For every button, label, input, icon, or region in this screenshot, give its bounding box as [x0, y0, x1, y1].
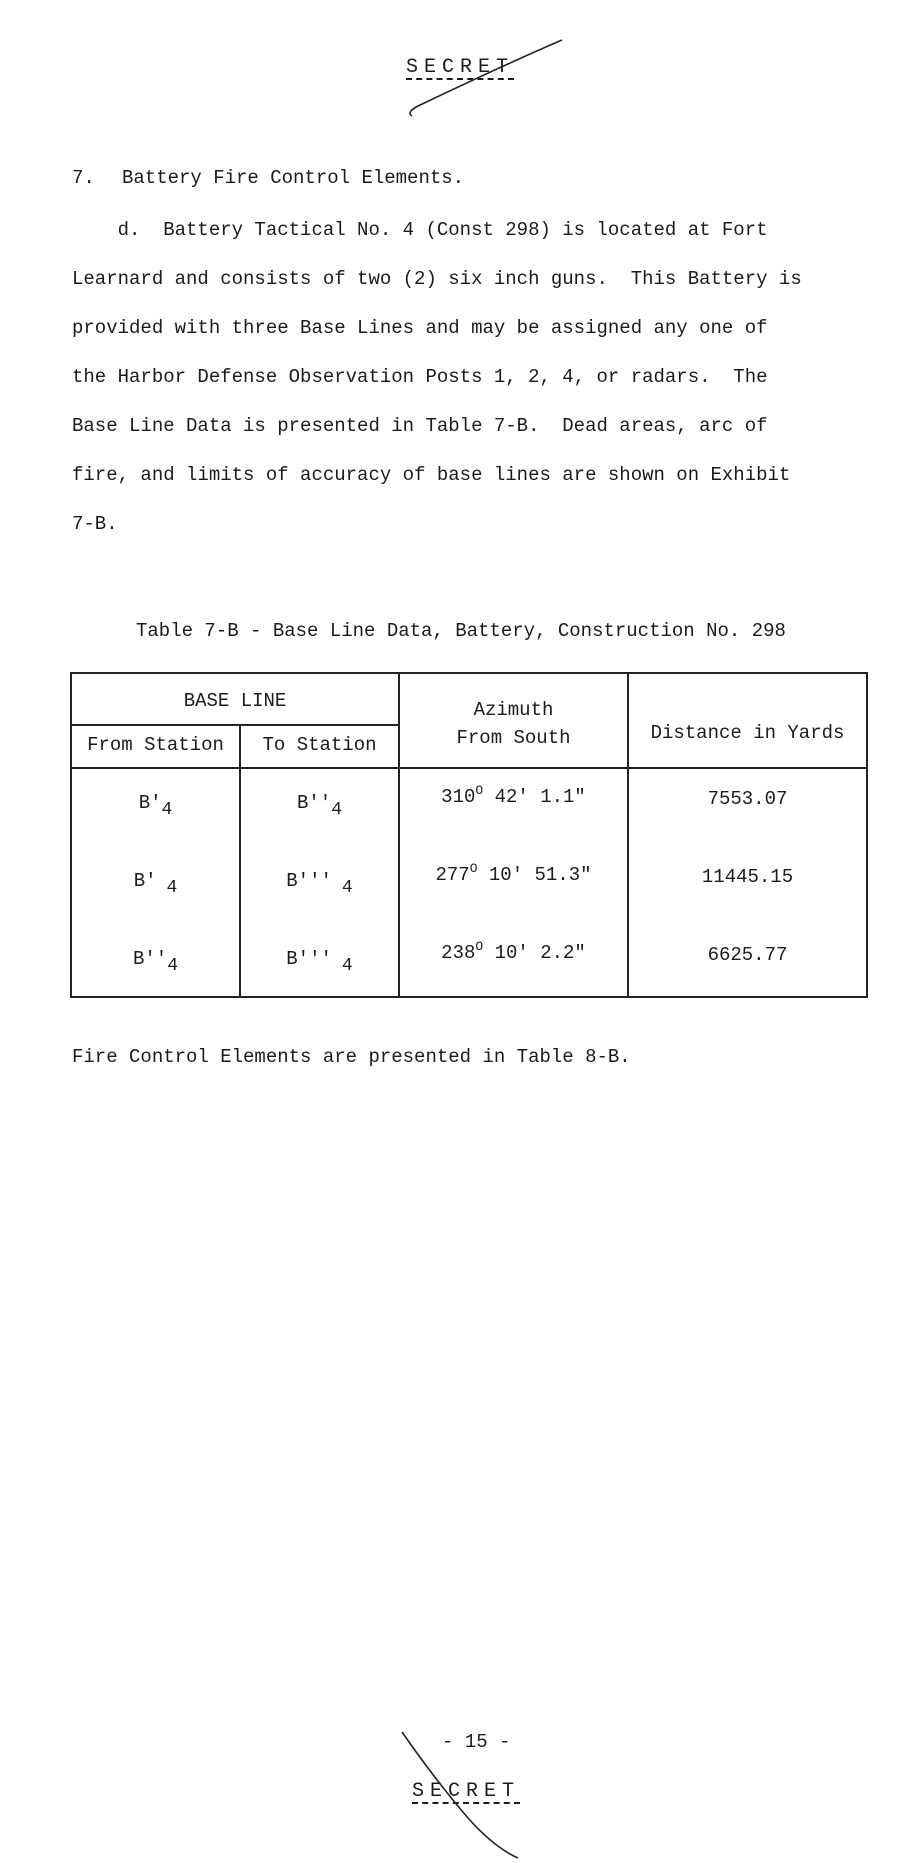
- row-azimuth: [400, 783, 627, 808]
- row-azimuth: [400, 939, 627, 964]
- station-base: B': [133, 870, 157, 892]
- section-heading: [72, 167, 464, 189]
- classification-header: SECRET: [406, 56, 515, 79]
- body-paragraph: [72, 206, 882, 549]
- azimuth-degrees: 310: [441, 786, 476, 808]
- paragraph-line: Base Line Data is presented in Table 7-B. Dead areas, arc of: [72, 415, 768, 437]
- station-subscript: 4: [341, 956, 353, 976]
- station-base: B'': [132, 948, 168, 970]
- header-base-line: BASE LINE: [183, 690, 287, 712]
- station-base: B': [138, 792, 162, 814]
- azimuth-degrees: 277: [435, 864, 470, 886]
- header-azimuth: [400, 696, 627, 752]
- row-distance: 6625.77: [707, 944, 788, 966]
- station-subscript: 4: [341, 878, 353, 898]
- paragraph-line: provided with three Base Lines and may be assigned any one of: [72, 317, 768, 339]
- azimuth-minutes-seconds: 10' 51.3": [477, 864, 592, 886]
- station-subscript: 4: [166, 878, 178, 898]
- paragraph-line: fire, and limits of accuracy of base lines are shown on Exhibit: [72, 464, 791, 486]
- row-azimuth: [400, 861, 627, 886]
- header-azimuth-line1: Azimuth: [473, 699, 554, 721]
- page-number: - 15 -: [442, 1731, 511, 1753]
- header-azimuth-line2: From South: [456, 727, 571, 749]
- header-distance: Distance in Yards: [650, 722, 845, 744]
- row-to-station: [241, 870, 398, 898]
- station-base: B''': [286, 870, 332, 892]
- row-to-station: [241, 948, 398, 976]
- degree-symbol: O: [475, 939, 484, 954]
- paragraph-line: Learnard and consists of two (2) six inch guns. This Battery is: [72, 268, 802, 290]
- degree-symbol: O: [475, 783, 484, 798]
- fire-control-note: Fire Control Elements are presented in Table 8-B.: [72, 1046, 631, 1068]
- row-from-station: [72, 792, 239, 820]
- paragraph-line: 7-B.: [72, 513, 118, 535]
- table-divider: [72, 724, 398, 726]
- degree-symbol: O: [469, 861, 478, 876]
- paragraph-line: d. Battery Tactical No. 4 (Const 298) is located at Fort: [72, 219, 768, 241]
- row-from-station: [72, 948, 239, 976]
- azimuth-minutes-seconds: 42' 1.1": [483, 786, 586, 808]
- base-line-table: [70, 672, 868, 998]
- azimuth-minutes-seconds: 10' 2.2": [483, 942, 586, 964]
- table-divider: [72, 767, 866, 769]
- station-subscript: 4: [331, 800, 343, 820]
- station-base: B'': [296, 792, 332, 814]
- row-distance: 11445.15: [701, 866, 794, 888]
- station-base: B''': [286, 948, 332, 970]
- section-number: 7.: [72, 167, 95, 189]
- station-subscript: 4: [161, 800, 173, 820]
- row-from-station: [72, 870, 239, 898]
- header-from-station: From Station: [87, 734, 224, 756]
- row-to-station: [241, 792, 398, 820]
- section-title: Battery Fire Control Elements.: [122, 167, 465, 189]
- paragraph-line: the Harbor Defense Observation Posts 1, 2, 4, or radars. The: [72, 366, 768, 388]
- classification-footer: SECRET: [412, 1780, 521, 1803]
- header-to-station: To Station: [262, 734, 377, 756]
- station-subscript: 4: [167, 956, 179, 976]
- azimuth-degrees: 238: [441, 942, 476, 964]
- table-caption: Table 7-B - Base Line Data, Battery, Construction No. 298: [136, 620, 786, 642]
- row-distance: 7553.07: [707, 788, 788, 810]
